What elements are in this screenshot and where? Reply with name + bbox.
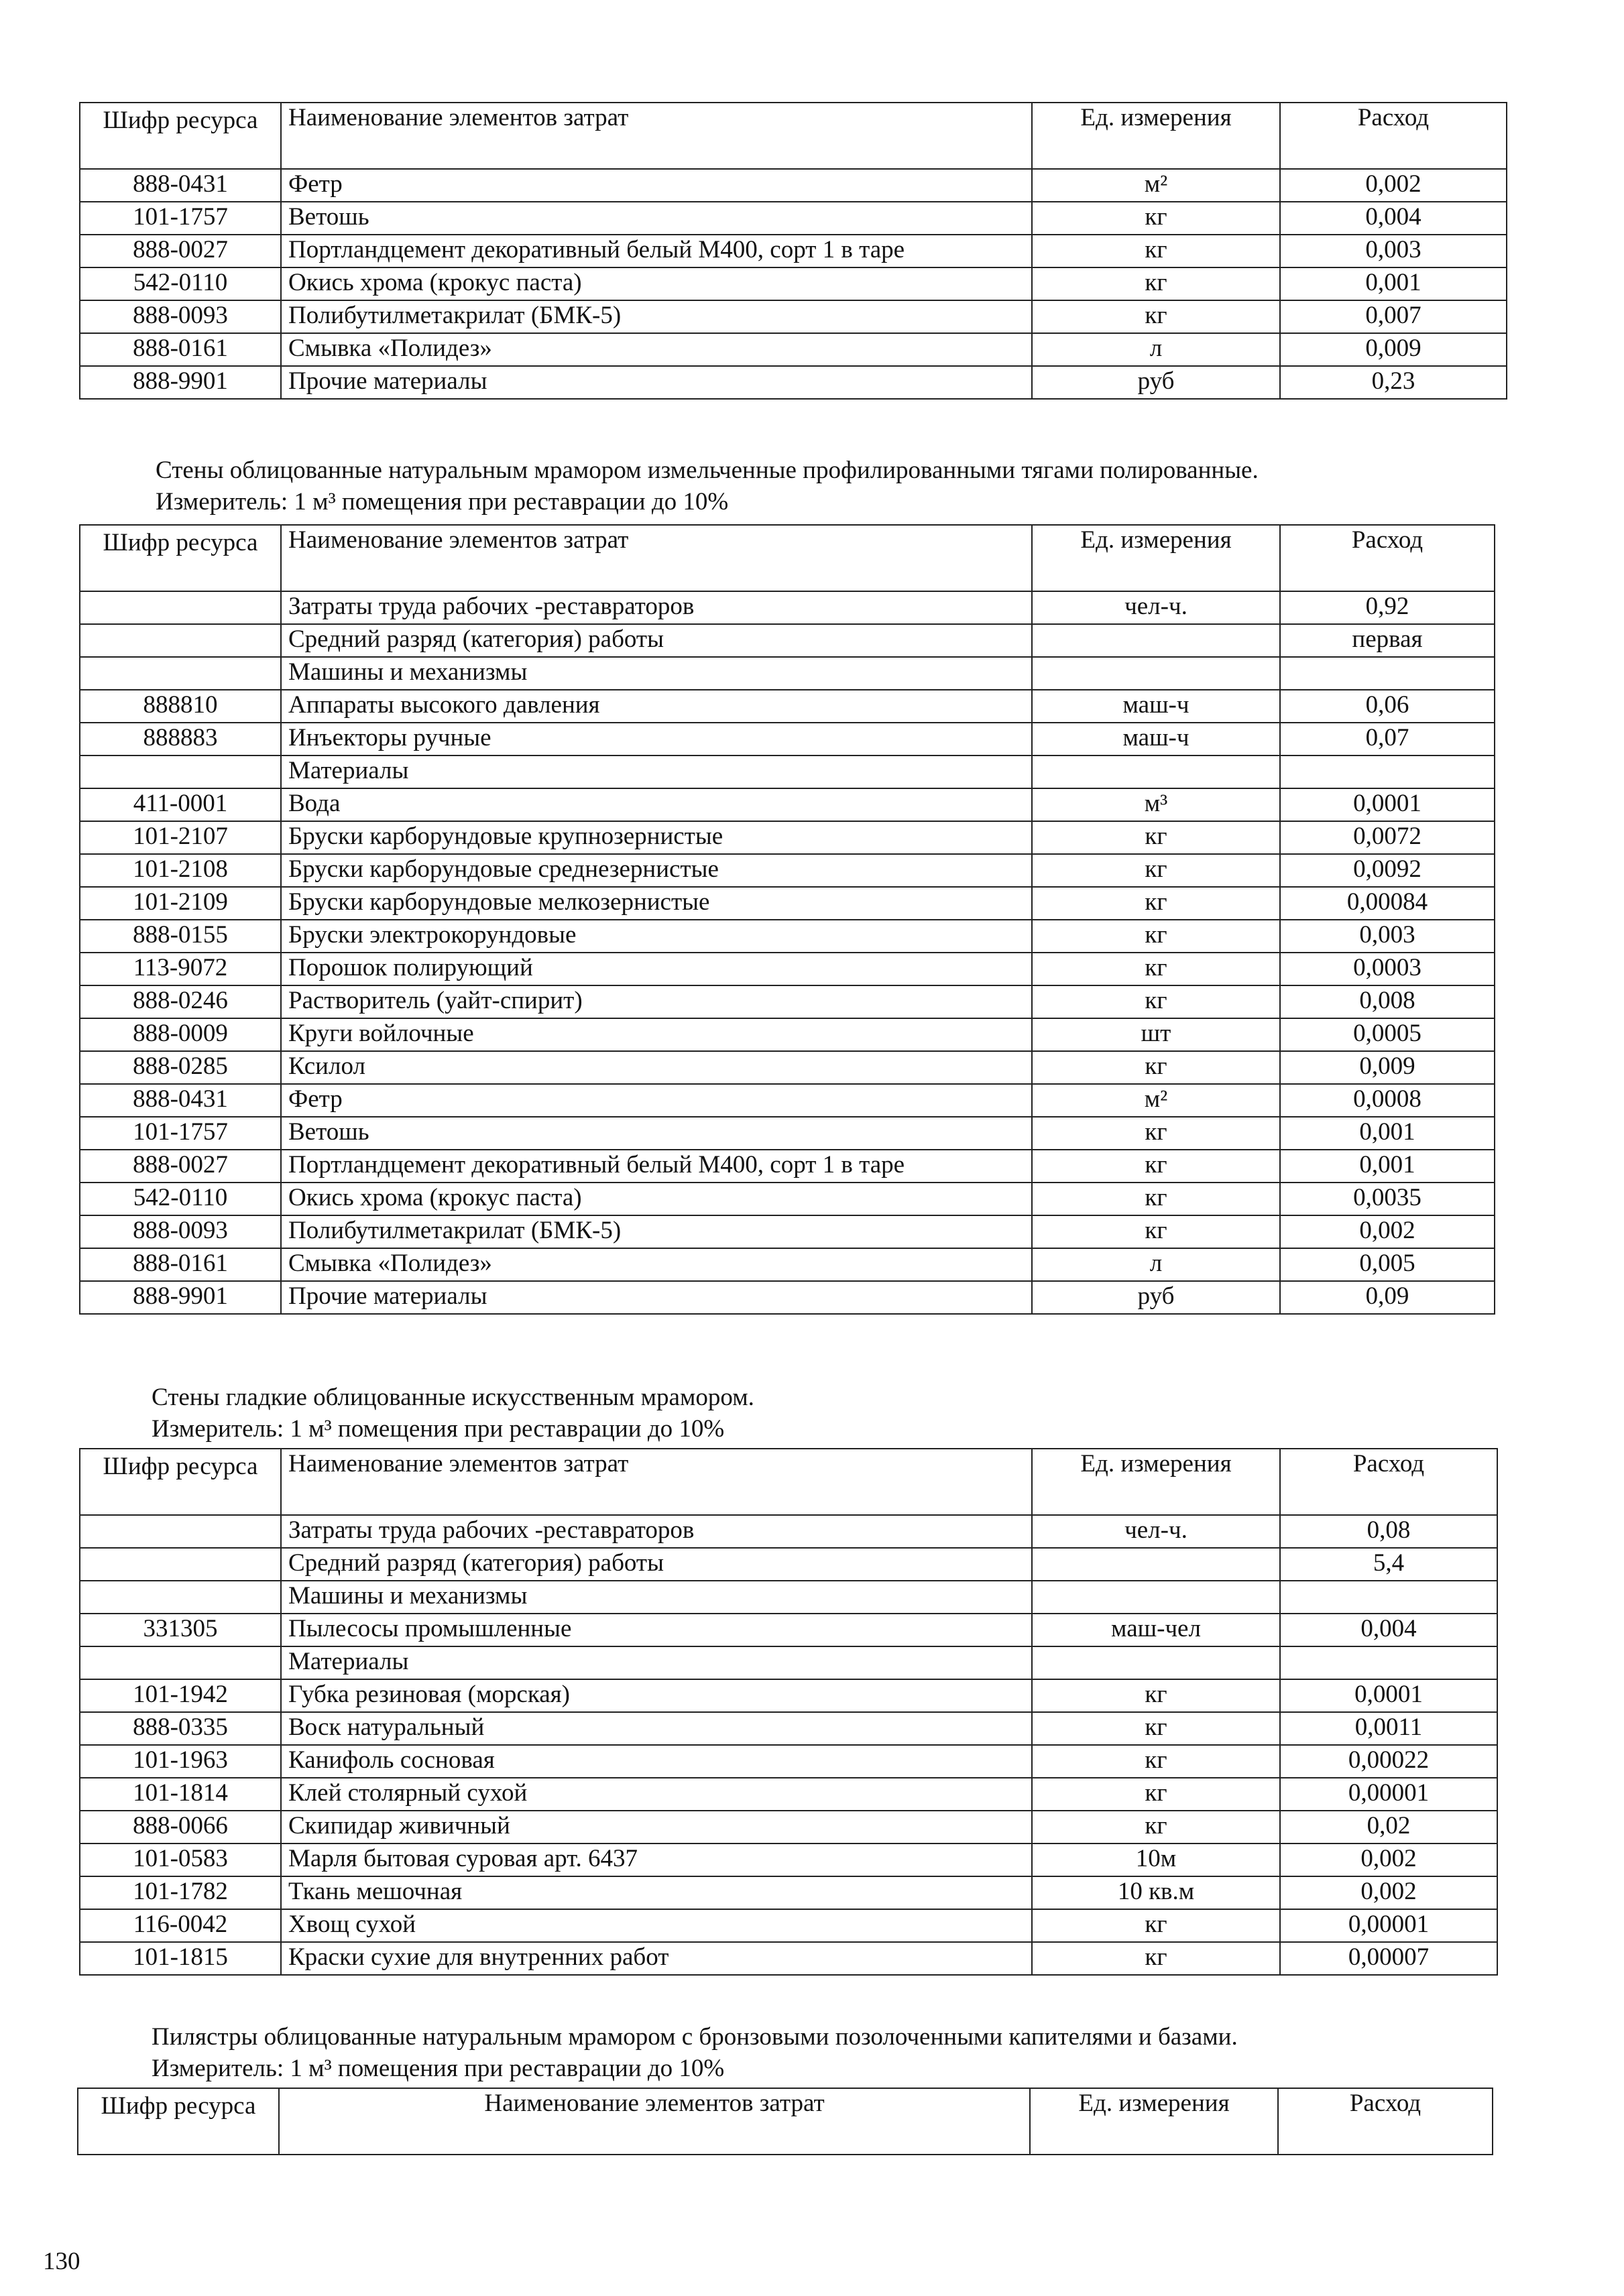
- resource-code: [80, 1581, 281, 1614]
- resource-table-3: [79, 1448, 1498, 1976]
- resource-code: 888-0066: [80, 1811, 281, 1844]
- header-name: Наименование элементов затрат: [281, 1449, 1032, 1515]
- header-name: Наименование элементов затрат: [281, 103, 1032, 169]
- cost-element-name: Средний разряд (категория) работы: [281, 1548, 1032, 1581]
- table-row: [80, 1778, 1497, 1811]
- header-name: Наименование элементов затрат: [279, 2088, 1030, 2155]
- cost-element-name: Аппараты высокого давления: [281, 690, 1032, 723]
- unit: кг: [1032, 821, 1280, 854]
- resource-code: 888-0285: [80, 1051, 281, 1084]
- resource-code: 101-1814: [80, 1778, 281, 1811]
- consumption: 0,009: [1280, 333, 1507, 366]
- unit: 10 кв.м: [1032, 1876, 1280, 1909]
- table-row: [80, 756, 1495, 788]
- cost-element-name: Полибутилметакрилат (БМК-5): [281, 300, 1032, 333]
- resource-code: 888-0246: [80, 985, 281, 1018]
- consumption: 0,004: [1280, 202, 1507, 235]
- resource-code: 101-0583: [80, 1844, 281, 1876]
- resource-table-4: [77, 2088, 1493, 2155]
- resource-code: 888-0161: [80, 333, 281, 366]
- consumption: 0,92: [1280, 591, 1495, 624]
- table-row: [80, 1844, 1497, 1876]
- table-header-row: [80, 525, 1495, 591]
- table-row: [80, 169, 1507, 202]
- table-header-row: [78, 2088, 1493, 2155]
- cost-element-name: Краски сухие для внутренних работ: [281, 1942, 1032, 1975]
- unit: чел-ч.: [1032, 1515, 1280, 1548]
- consumption: 0,0003: [1280, 953, 1495, 985]
- cost-element-name: Канифоль сосновая: [281, 1745, 1032, 1778]
- consumption: 0,0035: [1280, 1183, 1495, 1215]
- unit: кг: [1032, 1942, 1280, 1975]
- cost-element-name: Бруски карборундовые среднезернистые: [281, 854, 1032, 887]
- cost-element-name: Бруски карборундовые мелкозернистые: [281, 887, 1032, 920]
- cost-element-name: Бруски электрокорундовые: [281, 920, 1032, 953]
- unit: л: [1032, 333, 1280, 366]
- resource-code: 888-0093: [80, 300, 281, 333]
- cost-element-name: Ветошь: [281, 202, 1032, 235]
- header-code: Шифр ресурса: [80, 103, 281, 169]
- consumption: 0,008: [1280, 985, 1495, 1018]
- table-row: [80, 854, 1495, 887]
- resource-code: [80, 624, 281, 657]
- resource-code: 411-0001: [80, 788, 281, 821]
- cost-element-name: Растворитель (уайт-спирит): [281, 985, 1032, 1018]
- unit: м³: [1032, 788, 1280, 821]
- consumption: 0,00084: [1280, 887, 1495, 920]
- unit: кг: [1032, 1811, 1280, 1844]
- unit: кг: [1032, 1150, 1280, 1183]
- unit: [1032, 756, 1280, 788]
- resource-code: 101-1942: [80, 1679, 281, 1712]
- table-row: [80, 1248, 1495, 1281]
- cost-element-name: Фетр: [281, 169, 1032, 202]
- section-title: Пилястры облицованные натуральным мрамором с бронзовыми позолоченными капителями и базами.: [152, 2023, 1238, 2051]
- cost-element-name: Полибутилметакрилат (БМК-5): [281, 1215, 1032, 1248]
- consumption: 0,0008: [1280, 1084, 1495, 1117]
- consumption: 0,09: [1280, 1281, 1495, 1314]
- unit: кг: [1032, 854, 1280, 887]
- resource-code: 888883: [80, 723, 281, 756]
- unit: кг: [1032, 1778, 1280, 1811]
- cost-element-name: Смывка «Полидез»: [281, 333, 1032, 366]
- table-row: [80, 723, 1495, 756]
- section-title: Стены облицованные натуральным мрамором измельченные профилированными тягами полированные.: [156, 457, 1259, 484]
- consumption: 0,003: [1280, 920, 1495, 953]
- table-row: [80, 1515, 1497, 1548]
- cost-element-name: Машины и механизмы: [281, 657, 1032, 690]
- cost-element-name: Затраты труда рабочих -реставраторов: [281, 1515, 1032, 1548]
- consumption: 0,06: [1280, 690, 1495, 723]
- resource-table-1: [79, 102, 1507, 400]
- consumption: 0,004: [1280, 1614, 1497, 1646]
- unit: кг: [1032, 1183, 1280, 1215]
- table-row: [80, 1281, 1495, 1314]
- table-row: [80, 202, 1507, 235]
- cost-element-name: Прочие материалы: [281, 366, 1032, 399]
- consumption: 0,00007: [1280, 1942, 1497, 1975]
- cost-element-name: Пылесосы промышленные: [281, 1614, 1032, 1646]
- consumption: 0,02: [1280, 1811, 1497, 1844]
- unit: кг: [1032, 953, 1280, 985]
- unit: м²: [1032, 1084, 1280, 1117]
- cost-element-name: Прочие материалы: [281, 1281, 1032, 1314]
- cost-element-name: Смывка «Полидез»: [281, 1248, 1032, 1281]
- consumption: 0,002: [1280, 169, 1507, 202]
- header-code: Шифр ресурса: [78, 2088, 279, 2155]
- consumption: 0,08: [1280, 1515, 1497, 1548]
- consumption: [1280, 1581, 1497, 1614]
- cost-element-name: Ткань мешочная: [281, 1876, 1032, 1909]
- consumption: 5,4: [1280, 1548, 1497, 1581]
- consumption: 0,003: [1280, 235, 1507, 267]
- consumption: 0,00022: [1280, 1745, 1497, 1778]
- header-consumption: Расход: [1278, 2088, 1493, 2155]
- unit: кг: [1032, 887, 1280, 920]
- table-row: [80, 235, 1507, 267]
- cost-element-name: Материалы: [281, 1646, 1032, 1679]
- cost-element-name: Скипидар живичный: [281, 1811, 1032, 1844]
- unit: кг: [1032, 1215, 1280, 1248]
- unit: руб: [1032, 366, 1280, 399]
- unit: кг: [1032, 1909, 1280, 1942]
- consumption: 0,0005: [1280, 1018, 1495, 1051]
- cost-element-name: Вода: [281, 788, 1032, 821]
- unit: чел-ч.: [1032, 591, 1280, 624]
- resource-code: 101-2109: [80, 887, 281, 920]
- resource-code: 101-1963: [80, 1745, 281, 1778]
- resource-code: 331305: [80, 1614, 281, 1646]
- unit: кг: [1032, 267, 1280, 300]
- cost-element-name: Затраты труда рабочих -реставраторов: [281, 591, 1032, 624]
- header-consumption: Расход: [1280, 525, 1495, 591]
- table-row: [80, 690, 1495, 723]
- unit: маш-ч: [1032, 690, 1280, 723]
- section-measure: Измеритель: 1 м³ помещения при реставрации до 10%: [156, 488, 729, 516]
- consumption: 0,002: [1280, 1844, 1497, 1876]
- table-row: [80, 920, 1495, 953]
- cost-element-name: Порошок полирующий: [281, 953, 1032, 985]
- consumption: 0,00001: [1280, 1909, 1497, 1942]
- resource-code: 101-1757: [80, 1117, 281, 1150]
- unit: кг: [1032, 1745, 1280, 1778]
- resource-code: 116-0042: [80, 1909, 281, 1942]
- table-row: [80, 1745, 1497, 1778]
- consumption: [1280, 657, 1495, 690]
- table-row: [80, 624, 1495, 657]
- unit: кг: [1032, 920, 1280, 953]
- consumption: первая: [1280, 624, 1495, 657]
- table-row: [80, 1712, 1497, 1745]
- cost-element-name: Губка резиновая (морская): [281, 1679, 1032, 1712]
- table-row: [80, 657, 1495, 690]
- header-unit: Ед. измерения: [1030, 2088, 1278, 2155]
- resource-code: 542-0110: [80, 1183, 281, 1215]
- unit: кг: [1032, 1117, 1280, 1150]
- unit: [1032, 1581, 1280, 1614]
- cost-element-name: Инъекторы ручные: [281, 723, 1032, 756]
- cost-element-name: Ветошь: [281, 1117, 1032, 1150]
- cost-element-name: Фетр: [281, 1084, 1032, 1117]
- table-row: [80, 788, 1495, 821]
- resource-code: [80, 591, 281, 624]
- table-row: [80, 1215, 1495, 1248]
- resource-code: [80, 1548, 281, 1581]
- table-row: [80, 366, 1507, 399]
- consumption: 0,0001: [1280, 788, 1495, 821]
- header-consumption: Расход: [1280, 103, 1507, 169]
- unit: шт: [1032, 1018, 1280, 1051]
- consumption: 0,002: [1280, 1876, 1497, 1909]
- header-code: Шифр ресурса: [80, 525, 281, 591]
- table-row: [80, 1679, 1497, 1712]
- cost-element-name: Окись хрома (крокус паста): [281, 1183, 1032, 1215]
- unit: кг: [1032, 202, 1280, 235]
- header-code: Шифр ресурса: [80, 1449, 281, 1515]
- consumption: 0,001: [1280, 1150, 1495, 1183]
- unit: маш-чел: [1032, 1614, 1280, 1646]
- unit: м²: [1032, 169, 1280, 202]
- cost-element-name: Машины и механизмы: [281, 1581, 1032, 1614]
- resource-code: 888-0027: [80, 1150, 281, 1183]
- cost-element-name: Клей столярный сухой: [281, 1778, 1032, 1811]
- table-row: [80, 300, 1507, 333]
- resource-code: 888-0155: [80, 920, 281, 953]
- unit: [1032, 624, 1280, 657]
- header-unit: Ед. измерения: [1032, 525, 1280, 591]
- table-row: [80, 1811, 1497, 1844]
- table-row: [80, 1018, 1495, 1051]
- unit: маш-ч: [1032, 723, 1280, 756]
- resource-code: 888-0027: [80, 235, 281, 267]
- consumption: [1280, 756, 1495, 788]
- consumption: 0,0011: [1280, 1712, 1497, 1745]
- resource-table-2: [79, 524, 1495, 1315]
- page-number: 130: [43, 2248, 80, 2275]
- unit: л: [1032, 1248, 1280, 1281]
- resource-code: 888-0009: [80, 1018, 281, 1051]
- cost-element-name: Портландцемент декоративный белый М400, сорт 1 в таре: [281, 1150, 1032, 1183]
- section-title: Стены гладкие облицованные искусственным мрамором.: [152, 1384, 754, 1411]
- cost-element-name: Воск натуральный: [281, 1712, 1032, 1745]
- table-row: [80, 1876, 1497, 1909]
- table-row: [80, 591, 1495, 624]
- consumption: 0,002: [1280, 1215, 1495, 1248]
- resource-code: 542-0110: [80, 267, 281, 300]
- unit: кг: [1032, 1712, 1280, 1745]
- resource-code: [80, 1646, 281, 1679]
- section-measure: Измеритель: 1 м³ помещения при реставрации до 10%: [152, 2055, 725, 2082]
- header-name: Наименование элементов затрат: [281, 525, 1032, 591]
- resource-code: [80, 657, 281, 690]
- cost-element-name: Ксилол: [281, 1051, 1032, 1084]
- table-row: [80, 1051, 1495, 1084]
- consumption: 0,001: [1280, 267, 1507, 300]
- table-row: [80, 1909, 1497, 1942]
- table-row: [80, 1548, 1497, 1581]
- table-row: [80, 1646, 1497, 1679]
- resource-code: 101-1815: [80, 1942, 281, 1975]
- consumption: 0,0001: [1280, 1679, 1497, 1712]
- consumption: 0,007: [1280, 300, 1507, 333]
- unit: руб: [1032, 1281, 1280, 1314]
- table-row: [80, 1084, 1495, 1117]
- cost-element-name: Материалы: [281, 756, 1032, 788]
- table-header-row: [80, 1449, 1497, 1515]
- consumption: 0,00001: [1280, 1778, 1497, 1811]
- cost-element-name: Хвощ сухой: [281, 1909, 1032, 1942]
- cost-element-name: Бруски карборундовые крупнозернистые: [281, 821, 1032, 854]
- cost-element-name: Круги войлочные: [281, 1018, 1032, 1051]
- resource-code: 101-1757: [80, 202, 281, 235]
- table-row: [80, 887, 1495, 920]
- unit: [1032, 657, 1280, 690]
- resource-code: 888-0431: [80, 1084, 281, 1117]
- consumption: 0,005: [1280, 1248, 1495, 1281]
- resource-code: 888-0093: [80, 1215, 281, 1248]
- resource-code: 888-0161: [80, 1248, 281, 1281]
- unit: [1032, 1548, 1280, 1581]
- header-unit: Ед. измерения: [1032, 1449, 1280, 1515]
- cost-element-name: Окись хрома (крокус паста): [281, 267, 1032, 300]
- unit: 10м: [1032, 1844, 1280, 1876]
- table-row: [80, 821, 1495, 854]
- resource-code: 101-2108: [80, 854, 281, 887]
- table-row: [80, 1117, 1495, 1150]
- table-header-row: [80, 103, 1507, 169]
- resource-code: 888-0335: [80, 1712, 281, 1745]
- unit: кг: [1032, 1051, 1280, 1084]
- table-row: [80, 267, 1507, 300]
- section-measure: Измеритель: 1 м³ помещения при реставрации до 10%: [152, 1415, 725, 1443]
- table-row: [80, 1942, 1497, 1975]
- consumption: 0,0092: [1280, 854, 1495, 887]
- resource-code: [80, 1515, 281, 1548]
- consumption: 0,009: [1280, 1051, 1495, 1084]
- table-row: [80, 1614, 1497, 1646]
- unit: [1032, 1646, 1280, 1679]
- table-row: [80, 953, 1495, 985]
- table-row: [80, 985, 1495, 1018]
- consumption: 0,07: [1280, 723, 1495, 756]
- unit: кг: [1032, 235, 1280, 267]
- consumption: 0,23: [1280, 366, 1507, 399]
- cost-element-name: Марля бытовая суровая арт. 6437: [281, 1844, 1032, 1876]
- header-unit: Ед. измерения: [1032, 103, 1280, 169]
- resource-code: 888810: [80, 690, 281, 723]
- resource-code: 113-9072: [80, 953, 281, 985]
- consumption: [1280, 1646, 1497, 1679]
- header-consumption: Расход: [1280, 1449, 1497, 1515]
- table-row: [80, 1150, 1495, 1183]
- unit: кг: [1032, 1679, 1280, 1712]
- resource-code: 101-2107: [80, 821, 281, 854]
- resource-code: [80, 756, 281, 788]
- resource-code: 888-9901: [80, 366, 281, 399]
- resource-code: 888-0431: [80, 169, 281, 202]
- table-row: [80, 1183, 1495, 1215]
- consumption: 0,0072: [1280, 821, 1495, 854]
- resource-code: 101-1782: [80, 1876, 281, 1909]
- consumption: 0,001: [1280, 1117, 1495, 1150]
- resource-code: 888-9901: [80, 1281, 281, 1314]
- cost-element-name: Средний разряд (категория) работы: [281, 624, 1032, 657]
- table-row: [80, 1581, 1497, 1614]
- table-row: [80, 333, 1507, 366]
- unit: кг: [1032, 985, 1280, 1018]
- cost-element-name: Портландцемент декоративный белый М400, сорт 1 в таре: [281, 235, 1032, 267]
- unit: кг: [1032, 300, 1280, 333]
